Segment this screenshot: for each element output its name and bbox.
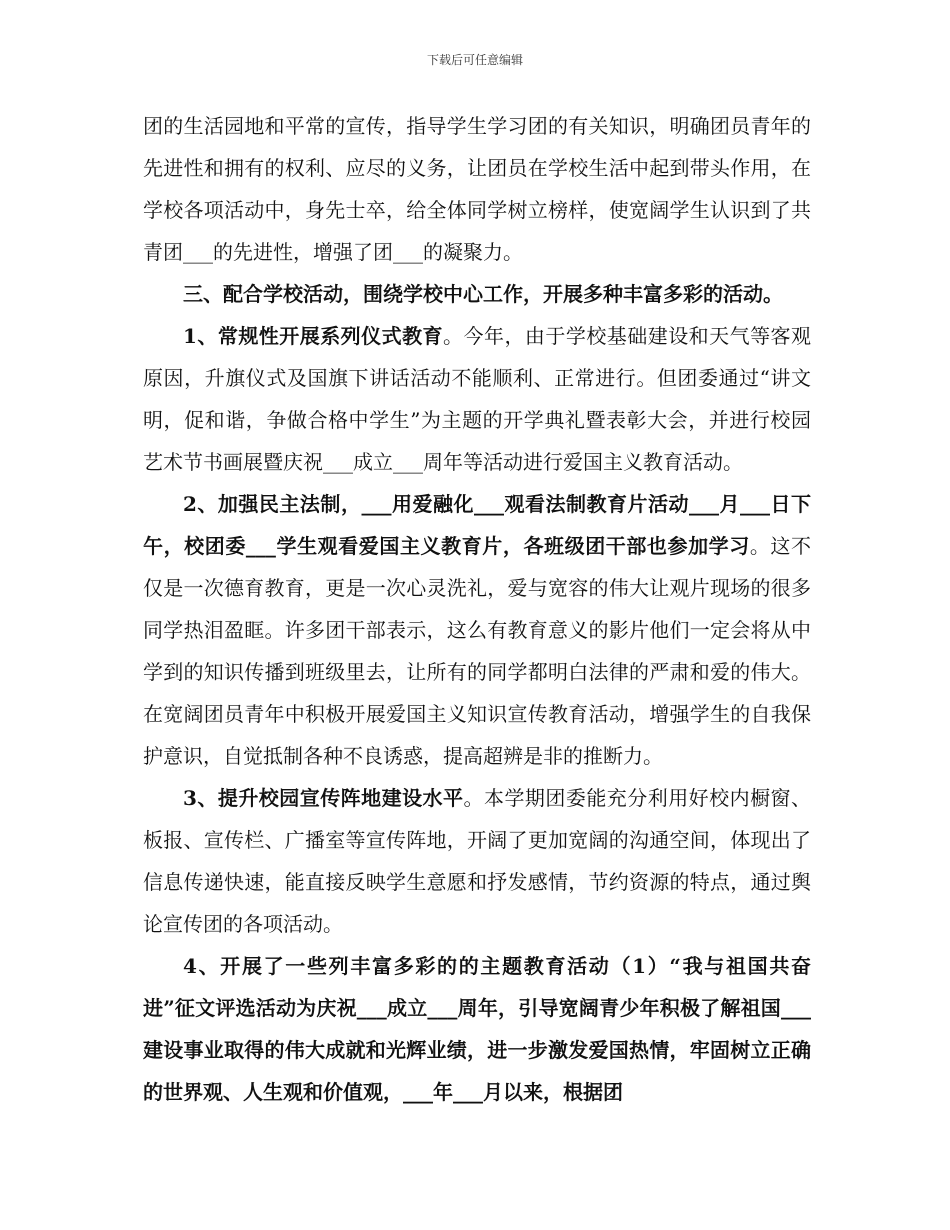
paragraph-5-lead: 3、提升校园宣传阵地建设水平 [183,786,464,810]
paragraph-3-text: 。今年，由于学校基础建设和天气等客观原因，升旗仪式及国旗下讲话活动不能顺利、正常进行。但团委通过“讲文明，促和谐，争做合格中学生”为主题的开学典礼暨表彰大会，并进行校园艺术节书画展暨庆祝___成立___周年等活动进行爱国主义教育活动。 [143,324,812,474]
paragraph-4-lead: 2、加强民主法制，___用爱融化___观看法制教育片活动___月___日下午，校团委___学生观看爱国主义教育片，各班级团干部也参加学习 [143,492,811,558]
paragraph-6 [143,945,811,1113]
paragraph-3-lead: 1、常规性开展系列仪式教育 [183,324,444,348]
paragraph-4-text: 。这不仅是一次德育教育，更是一次心灵洗礼，爱与宽容的伟大让观片现场的很多同学热泪盈眶。许多团干部表示，这么有教育意义的影片他们一定会将从中学到的知识传播到班级里去，让所有的同学都明白法律的严肃和爱的伟大。在宽阔团员青年中积极开展爱国主义知识宣传教育活动，增强学生的自我保护意识，自觉抵制各种不良诱惑，提高超辨是非的推断力。 [143,534,812,768]
page-header: 下载后可任意编辑 [426,53,523,67]
document-body [143,105,811,1113]
paragraph-1 [143,105,811,273]
paragraph-1-text: 团的生活园地和平常的宣传，指导学生学习团的有关知识，明确团员青年的先进性和拥有的权利、应尽的义务，让团员在学校生活中起到带头作用，在学校各项活动中，身先士卒，给全体同学树立榜样，使宽阔学生认识到了共青团___的先进性，增强了团___的凝聚力。 [143,114,811,264]
paragraph-2-section-heading [143,273,811,315]
paragraph-5 [143,777,811,945]
paragraph-5-text: 。本学期团委能充分利用好校内橱窗、板报、宣传栏、广播室等宣传阵地，开阔了更加宽阔的沟通空间，体现出了信息传递快速，能直接反映学生意愿和抒发感情，节约资源的特点，通过舆论宣传团的各项活动。 [143,786,812,936]
paragraph-6-lead: 4、开展了一些列丰富多彩的的主题教育活动（1）“我与祖国共奋进”征文评选活动为庆祝___成立___周年，引导宽阔青少年积极了解祖国___建设事业取得的伟大成就和光辉业绩，进一步激发爱国热情，牢固树立正确的世界观、人生观和价值观，___年___月以来，根据团 [143,954,811,1104]
paragraph-3 [143,315,811,483]
paragraph-4 [143,483,811,777]
paragraph-2-lead: 三、配合学校活动，围绕学校中心工作，开展多种丰富多彩的活动。 [183,282,783,306]
